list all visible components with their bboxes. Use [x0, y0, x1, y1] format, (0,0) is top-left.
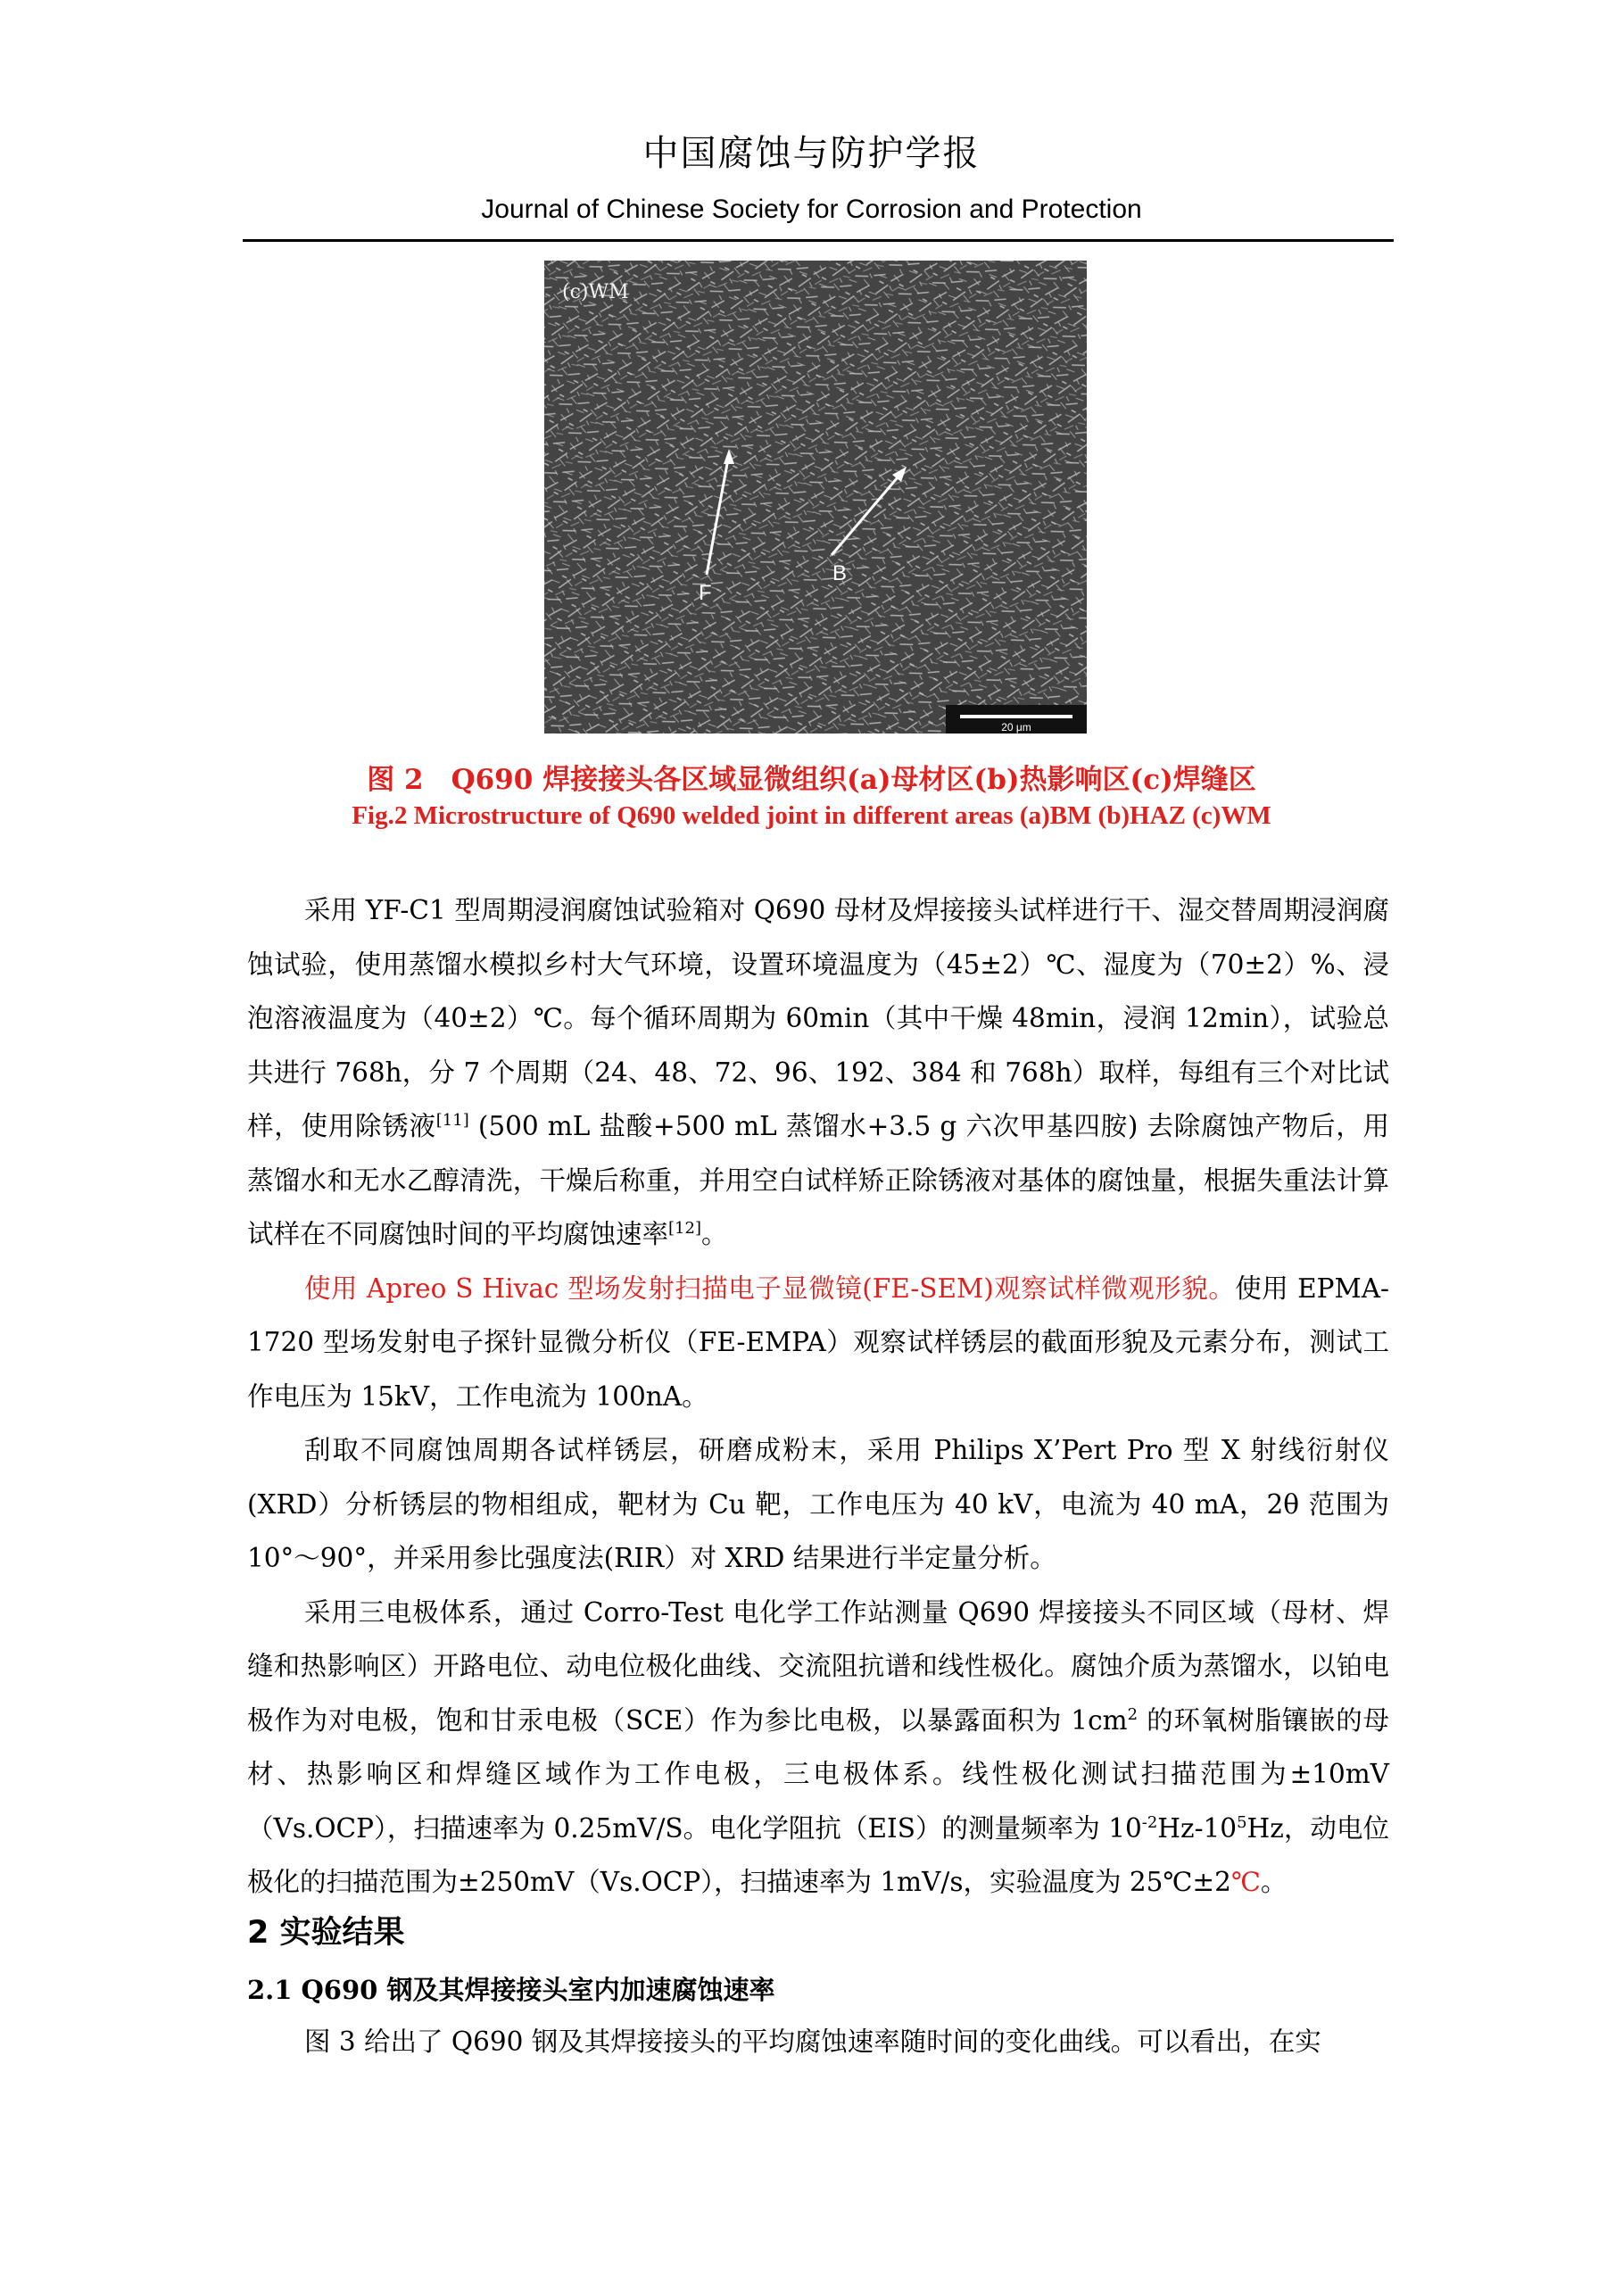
p4-text-e: 。 — [1260, 1867, 1288, 1897]
paragraph-method-electrochem — [247, 1586, 1389, 1910]
scale-bar-label: 20 μm — [1001, 721, 1031, 734]
label-b: B — [832, 561, 848, 585]
p4-sup-2: -2 — [1141, 1812, 1158, 1832]
paragraph-method-sem — [247, 1262, 1389, 1424]
sem-micrograph — [544, 261, 1087, 734]
subsection-heading: 2.1 Q690 钢及其焊接接头室内加速腐蚀速率 — [247, 1975, 775, 2005]
p4-red-unit: ℃ — [1230, 1867, 1261, 1897]
p4-text-c: Hz-10 — [1157, 1812, 1238, 1844]
p4-sup-3: 5 — [1237, 1812, 1247, 1832]
p5-text: 图 3 给出了 Q690 钢及其焊接接头的平均腐蚀速率随时间的变化曲线。可以看出，在实 — [304, 2027, 1321, 2057]
paragraph-method-corrosion-test — [247, 883, 1389, 1262]
sem-micrograph-svg — [544, 261, 1087, 734]
p2-highlight: 使用 Apreo S Hivac 型场发射扫描电子显微镜(FE-SEM)观察试样微观形貌。 — [304, 1272, 1236, 1304]
p4-sup-1: 2 — [1127, 1704, 1139, 1724]
journal-title-en: Journal of Chinese Society for Corrosion and Protection — [481, 195, 1142, 224]
body-text — [247, 883, 1389, 1910]
p4-text-a: 采用三电极体系，通过 Corro-Test 电化学工作站测量 Q690 焊接接头不同区域（母材、焊缝和热影响区）开路电位、动电位极化曲线、交流阻抗谱和线性极化。腐蚀介质为蒸馏水，以铂电极作为对电极，饱和甘汞电极（SCE）作为参比电极，以暴露面积为 1cm — [247, 1596, 1389, 1736]
p1-text-c: 。 — [700, 1219, 728, 1249]
section-heading: 2 实验结果 — [247, 1915, 405, 1951]
label-f: F — [699, 581, 712, 605]
figure-caption-en: Fig.2 Microstructure of Q690 welded joint in different areas (a)BM (b)HAZ (c)WM — [352, 801, 1271, 830]
p4-text-b: 的环氧树脂镶嵌的母材、热影响区和焊缝区域作为工作电极，三电极体系。线性极化测试扫描范围为±10mV（Vs.OCP），扫描速率为 0.25mV/S。电化学阻抗（EIS）的测量频率为 10 — [247, 1704, 1389, 1844]
ref-11: [11] — [435, 1111, 469, 1131]
p2-text: 使用 EPMA-1720 型场发射电子探针显微分析仪（FE-EMPA）观察试样锈层的截面形貌及元素分布，测试工作电压为 15kV，工作电流为 100nA。 — [247, 1272, 1389, 1412]
journal-title-cn: 中国腐蚀与防护学报 — [642, 133, 981, 174]
paragraph-results-start — [247, 2015, 1389, 2069]
p4-text-d: Hz，动电位极化的扫描范围为±250mV（Vs.OCP），扫描速率为 1mV/s，实验温度为 25℃±2 — [247, 1812, 1389, 1897]
figure-caption-cn: 图 2 Q690 焊接接头各区域显微组织(a)母材区(b)热影响区(c)焊缝区 — [367, 764, 1256, 796]
header-rule — [243, 239, 1394, 242]
p1-text-a: 采用 YF-C1 型周期浸润腐蚀试验箱对 Q690 母材及焊接接头试样进行干、湿交替周期浸润腐蚀试验，使用蒸馏水模拟乡村大气环境，设置环境温度为（45±2）℃、湿度为（70±2）%、浸泡溶液温度为（40±2）℃。每个循环周期为 60min（其中干燥 48min，浸润 12min），试验总共进行 768h，分 7 个周期（24、48、72、96、192、384 和 768h）取样，每组有三个对比试样，使用除锈液 — [247, 895, 1389, 1141]
panel-label: (c)WM — [562, 281, 629, 303]
p1-text-b: (500 mL 盐酸+500 mL 蒸馏水+3.5 g 六次甲基四胺) 去除腐蚀产物后，用蒸馏水和无水乙醇清洗，干燥后称重，并用空白试样矫正除锈液对基体的腐蚀量，根据失重法计算试样在不同腐蚀时间的平均腐蚀速率 — [247, 1111, 1389, 1249]
ref-12: [12] — [668, 1219, 701, 1239]
paragraph-method-xrd: 刮取不同腐蚀周期各试样锈层，研磨成粉末，采用 Philips X’Pert Pro 型 X 射线衍射仪(XRD）分析锈层的物相组成，靶材为 Cu 靶，工作电压为 40 kV，电流为 40 mA，2θ 范围为 10°～90°，并采用参比强度法(RIR）对 XRD 结果进行半定量分析。 — [247, 1435, 1389, 1573]
